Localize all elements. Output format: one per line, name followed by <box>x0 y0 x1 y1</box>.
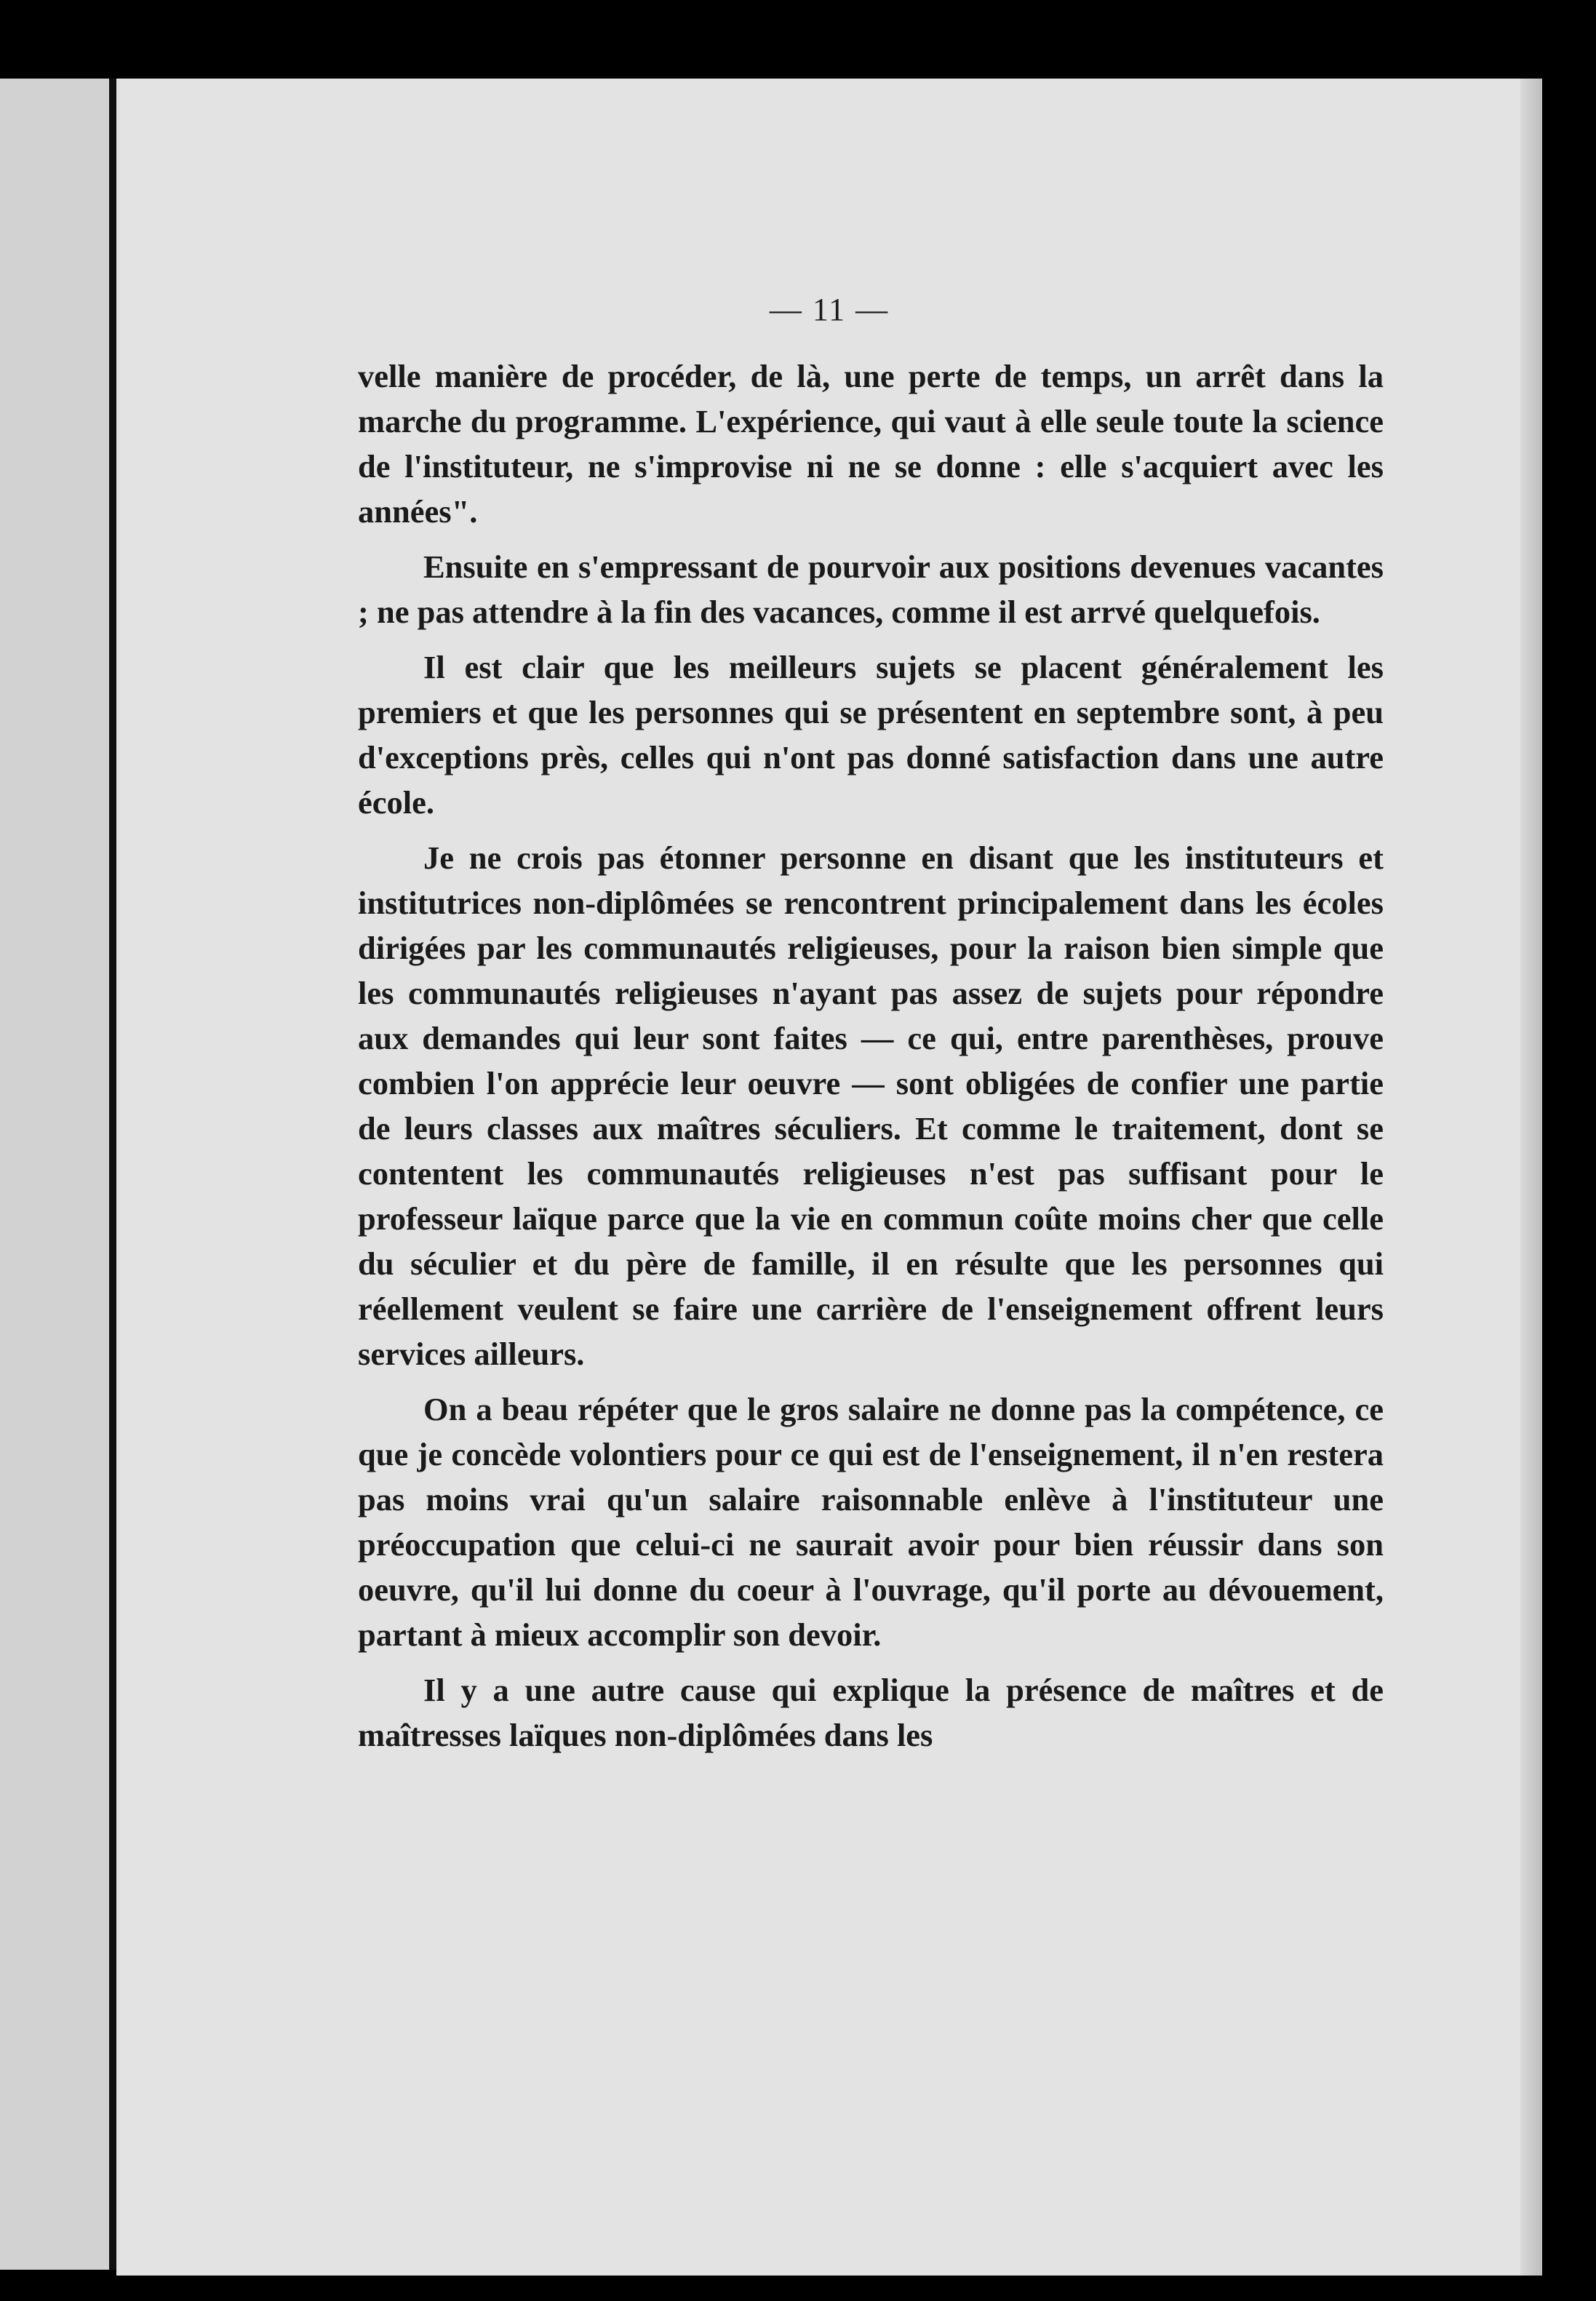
book-page <box>116 79 1542 2276</box>
paragraph: Il y a une autre cause qui explique la présence de maîtres et de maîtresses laïques non-diplômées dans les <box>358 1672 1384 1753</box>
body-text <box>358 354 1384 1768</box>
page-gutter <box>109 79 116 2270</box>
page-edge-shadow <box>1520 79 1542 2276</box>
page-number: — 11 — <box>769 292 890 327</box>
paragraph: Il est clair que les meilleurs sujets se placent généralement les premiers et que les personnes qui se présentent en septembre sont, à peu d'exceptions près, celles qui n'ont pas donné satisfaction dans une autre école. <box>358 649 1384 821</box>
adjacent-page-edge <box>0 79 109 2270</box>
paragraph: Ensuite en s'empressant de pourvoir aux positions devenues vacantes ; ne pas attendre à la fin des vacances, comme il est arrvé quelquefois. <box>358 549 1384 630</box>
paragraph: Je ne crois pas étonner personne en disant que les instituteurs et institutrices non-diplômées se rencontrent principalement dans les écoles dirigées par les communautés religieuses, pour la raison bien simple que les communautés religieuses n'ayant pas assez de sujets pour répondre aux demandes qui leur sont faites — ce qui, entre parenthèses, prouve combien l'on apprécie leur oeuvre — sont obligées de confier une partie de leurs classes aux maîtres séculiers. Et comme le traitement, dont se contentent les communautés religieuses n'est pas suffisant pour le professeur laïque parce que la vie en commun coûte moins cher que celle du séculier et du père de famille, il en résulte que les personnes qui réellement veulent se faire une carrière de l'enseignement offrent leurs services ailleurs. <box>358 840 1384 1372</box>
paragraph: On a beau répéter que le gros salaire ne donne pas la compétence, ce que je concède volontiers pour ce qui est de l'enseignement, il n'en restera pas moins vrai qu'un salaire raisonnable enlève à l'instituteur une préoccupation que celui-ci ne saurait avoir pour bien réussir dans son oeuvre, qu'il lui donne du coeur à l'ouvrage, qu'il porte au dévouement, partant à mieux accomplir son devoir. <box>358 1391 1384 1653</box>
paragraph: velle manière de procéder, de là, une perte de temps, un arrêt dans la marche du programme. L'expérience, qui vaut à elle seule toute la science de l'instituteur, ne s'improvise ni ne se donne : elle s'acquiert avec les années". <box>358 358 1384 530</box>
